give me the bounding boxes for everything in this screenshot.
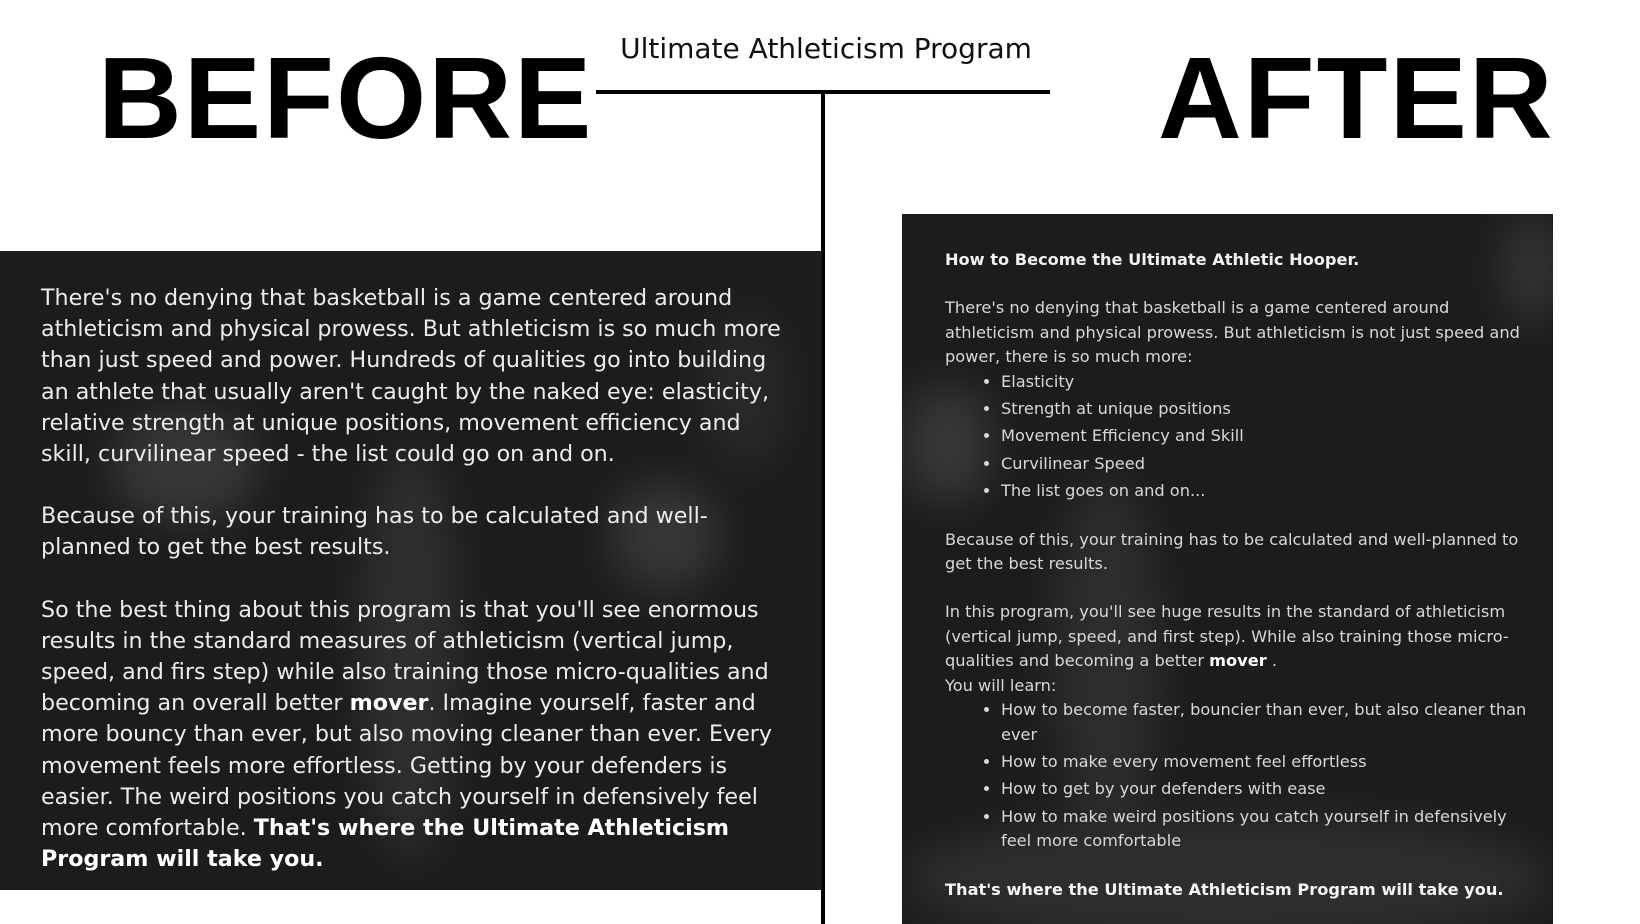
list-item: • How to make every movement feel effortless (1001, 750, 1533, 774)
list-item: • Movement Efficiency and Skill (1001, 424, 1533, 448)
after-paragraph-3: In this program, you'll see huge results in the standard of athleticism (vertical jump, speed, and first step). While also training those micro-qualities and becoming a better mover . (945, 602, 1509, 671)
learn-list (945, 698, 1533, 853)
after-copy (945, 248, 1533, 924)
before-paragraph-3: So the best thing about this program is that you'll see enormous results in the standard measures of athleticism (vertical jump, speed, and firs step) while also training those micro-qualities and becoming an overall better mover. Imagine yourself, faster and more bouncy than ever, but also moving cleaner than ever. Every movement feels more effortless. Getting by your defenders is easier. The weird positions you catch yourself in defensively feel more comfortable. That's where the Ultimate Athleticism Program will take you. (41, 596, 772, 873)
emphasis-closing: That's where the Ultimate Athleticism Program will take you. (41, 815, 730, 873)
learn-label: You will learn: (945, 675, 1057, 695)
program-title: Ultimate Athleticism Program (620, 32, 1032, 65)
list-item: • Curvilinear Speed (1001, 452, 1533, 476)
after-panel (902, 214, 1553, 924)
before-paragraph-1: There's no denying that basketball is a game centered around athleticism and physical prowess. But athleticism is so much more than just speed and power. Hundreds of qualities go into building an athlete that usually aren't caught by the naked eye: elasticity, relative strength at unique positions, movement efficiency and skill, curvilinear speed - the list could go on and on. (41, 285, 781, 468)
before-paragraph-2: Because of this, your training has to be calculated and well-planned to get the best results. (41, 503, 708, 561)
before-copy (41, 283, 786, 890)
list-item: • Strength at unique positions (1001, 397, 1533, 421)
after-title: How to Become the Ultimate Athletic Hooper. (945, 250, 1360, 269)
before-heading: BEFORE (98, 33, 594, 163)
list-item: • Elasticity (1001, 370, 1533, 394)
emphasis-mover: mover (1209, 651, 1267, 671)
after-paragraph-2: Because of this, your training has to be calculated and well-planned to get the best results. (945, 529, 1519, 574)
after-heading: AFTER (1158, 33, 1555, 163)
after-intro: There's no denying that basketball is a game centered around athleticism and physical prowess. But athleticism is not just speed and power, there is so much more: (945, 298, 1520, 367)
list-item: • How to become faster, bouncier than ever, but also cleaner than ever (1001, 698, 1533, 747)
emphasis-mover: mover (349, 690, 429, 717)
qualities-list (945, 370, 1533, 504)
list-item: • How to get by your defenders with ease (1001, 777, 1533, 801)
list-item: • The list goes on and on... (1001, 479, 1533, 503)
after-closing: That's where the Ultimate Athleticism Program will take you. (945, 879, 1504, 899)
list-item: • How to make weird positions you catch yourself in defensively feel more comfortable (1001, 805, 1533, 854)
before-panel (0, 251, 822, 890)
